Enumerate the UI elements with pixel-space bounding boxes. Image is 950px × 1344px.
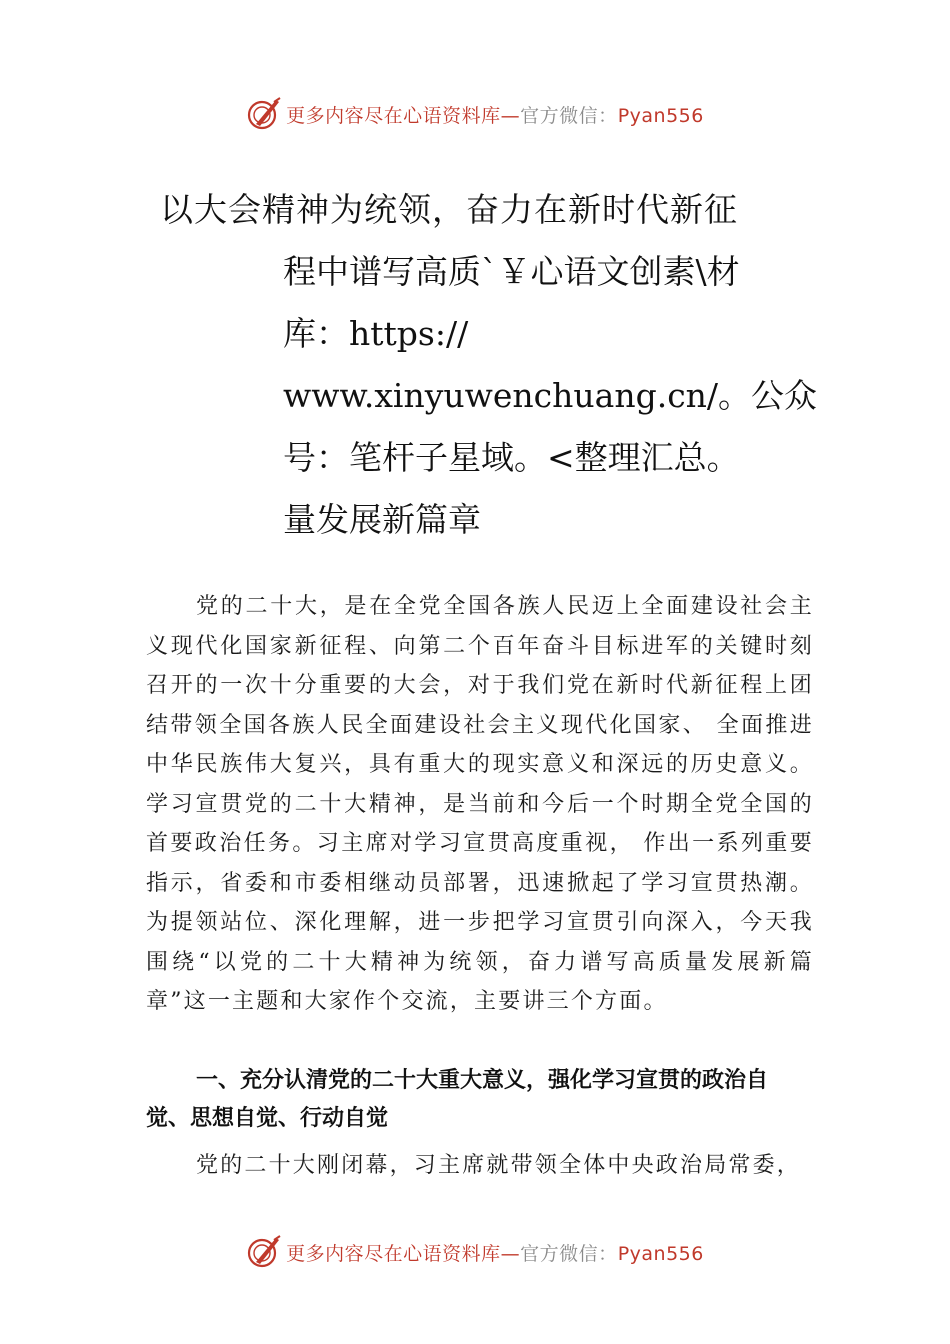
document-title-line-6: 量发展新篇章 — [283, 500, 481, 539]
document-title-line-1: 以大会精神为统领，奋力在新时代新征 — [160, 190, 738, 229]
section-heading-1: 一、充分认清党的二十大重大意义，强化学习宣贯的政治自觉、思想自觉、行动自觉 — [146, 1068, 769, 1131]
document-title-line-5: 号：笔杆子星域。<整理汇总。 — [283, 438, 740, 477]
watermark-text — [286, 1239, 704, 1266]
watermark-text — [286, 101, 704, 128]
watermark-main-text: 更多内容尽在心语资料库— — [286, 1242, 521, 1265]
quill-seal-logo-icon — [246, 96, 282, 132]
watermark-header — [0, 94, 950, 134]
document-title-line-3: 库：https:// — [283, 314, 469, 353]
document-title-line-2: 程中谱写高质`￥心语文创素\材 — [283, 252, 740, 291]
watermark-wechat-id: Pyan556 — [617, 1242, 704, 1265]
quill-seal-logo-icon — [246, 1234, 282, 1270]
body-paragraph-intro: 党的二十大，是在全党全国各族人民迈上全面建设社会主义现代化国家新征程、向第二个百年奋斗目标进军的关键时刻召开的一次十分重要的大会，对于我们党在新时代新征程上团结带领全国各族人民全面建设社会主义现代化国家、 全面推进中华民族伟大复兴，具有重大的现实意义和深远的历史意义。学习宣贯党的二十大精神，是当前和今后一个时期全党全国的首要政治任务。习主席对学习宣贯高度重视， 作出一系列重要指示，省委和市委相继动员部署，迅速掀起了学习宣贯热潮。为提领站位、深化理解，进一步把学习宣贯引向深入，今天我围绕“以党的二十大精神为统领，奋力谱写高质量发展新篇章”这一主题和大家作个交流，主要讲三个方面。 — [146, 594, 814, 1014]
watermark-wechat-label: 官方微信： — [520, 1242, 618, 1265]
body-paragraph-section-1: 党的二十大刚闭幕，习主席就带领全体中央政治局常委， — [196, 1153, 802, 1178]
watermark-wechat-id: Pyan556 — [617, 104, 704, 127]
watermark-wechat-label: 官方微信： — [520, 104, 618, 127]
watermark-footer — [0, 1232, 950, 1272]
document-title-line-4: www.xinyuwenchuang.cn/。公众 — [283, 376, 818, 415]
watermark-main-text: 更多内容尽在心语资料库— — [286, 104, 521, 127]
